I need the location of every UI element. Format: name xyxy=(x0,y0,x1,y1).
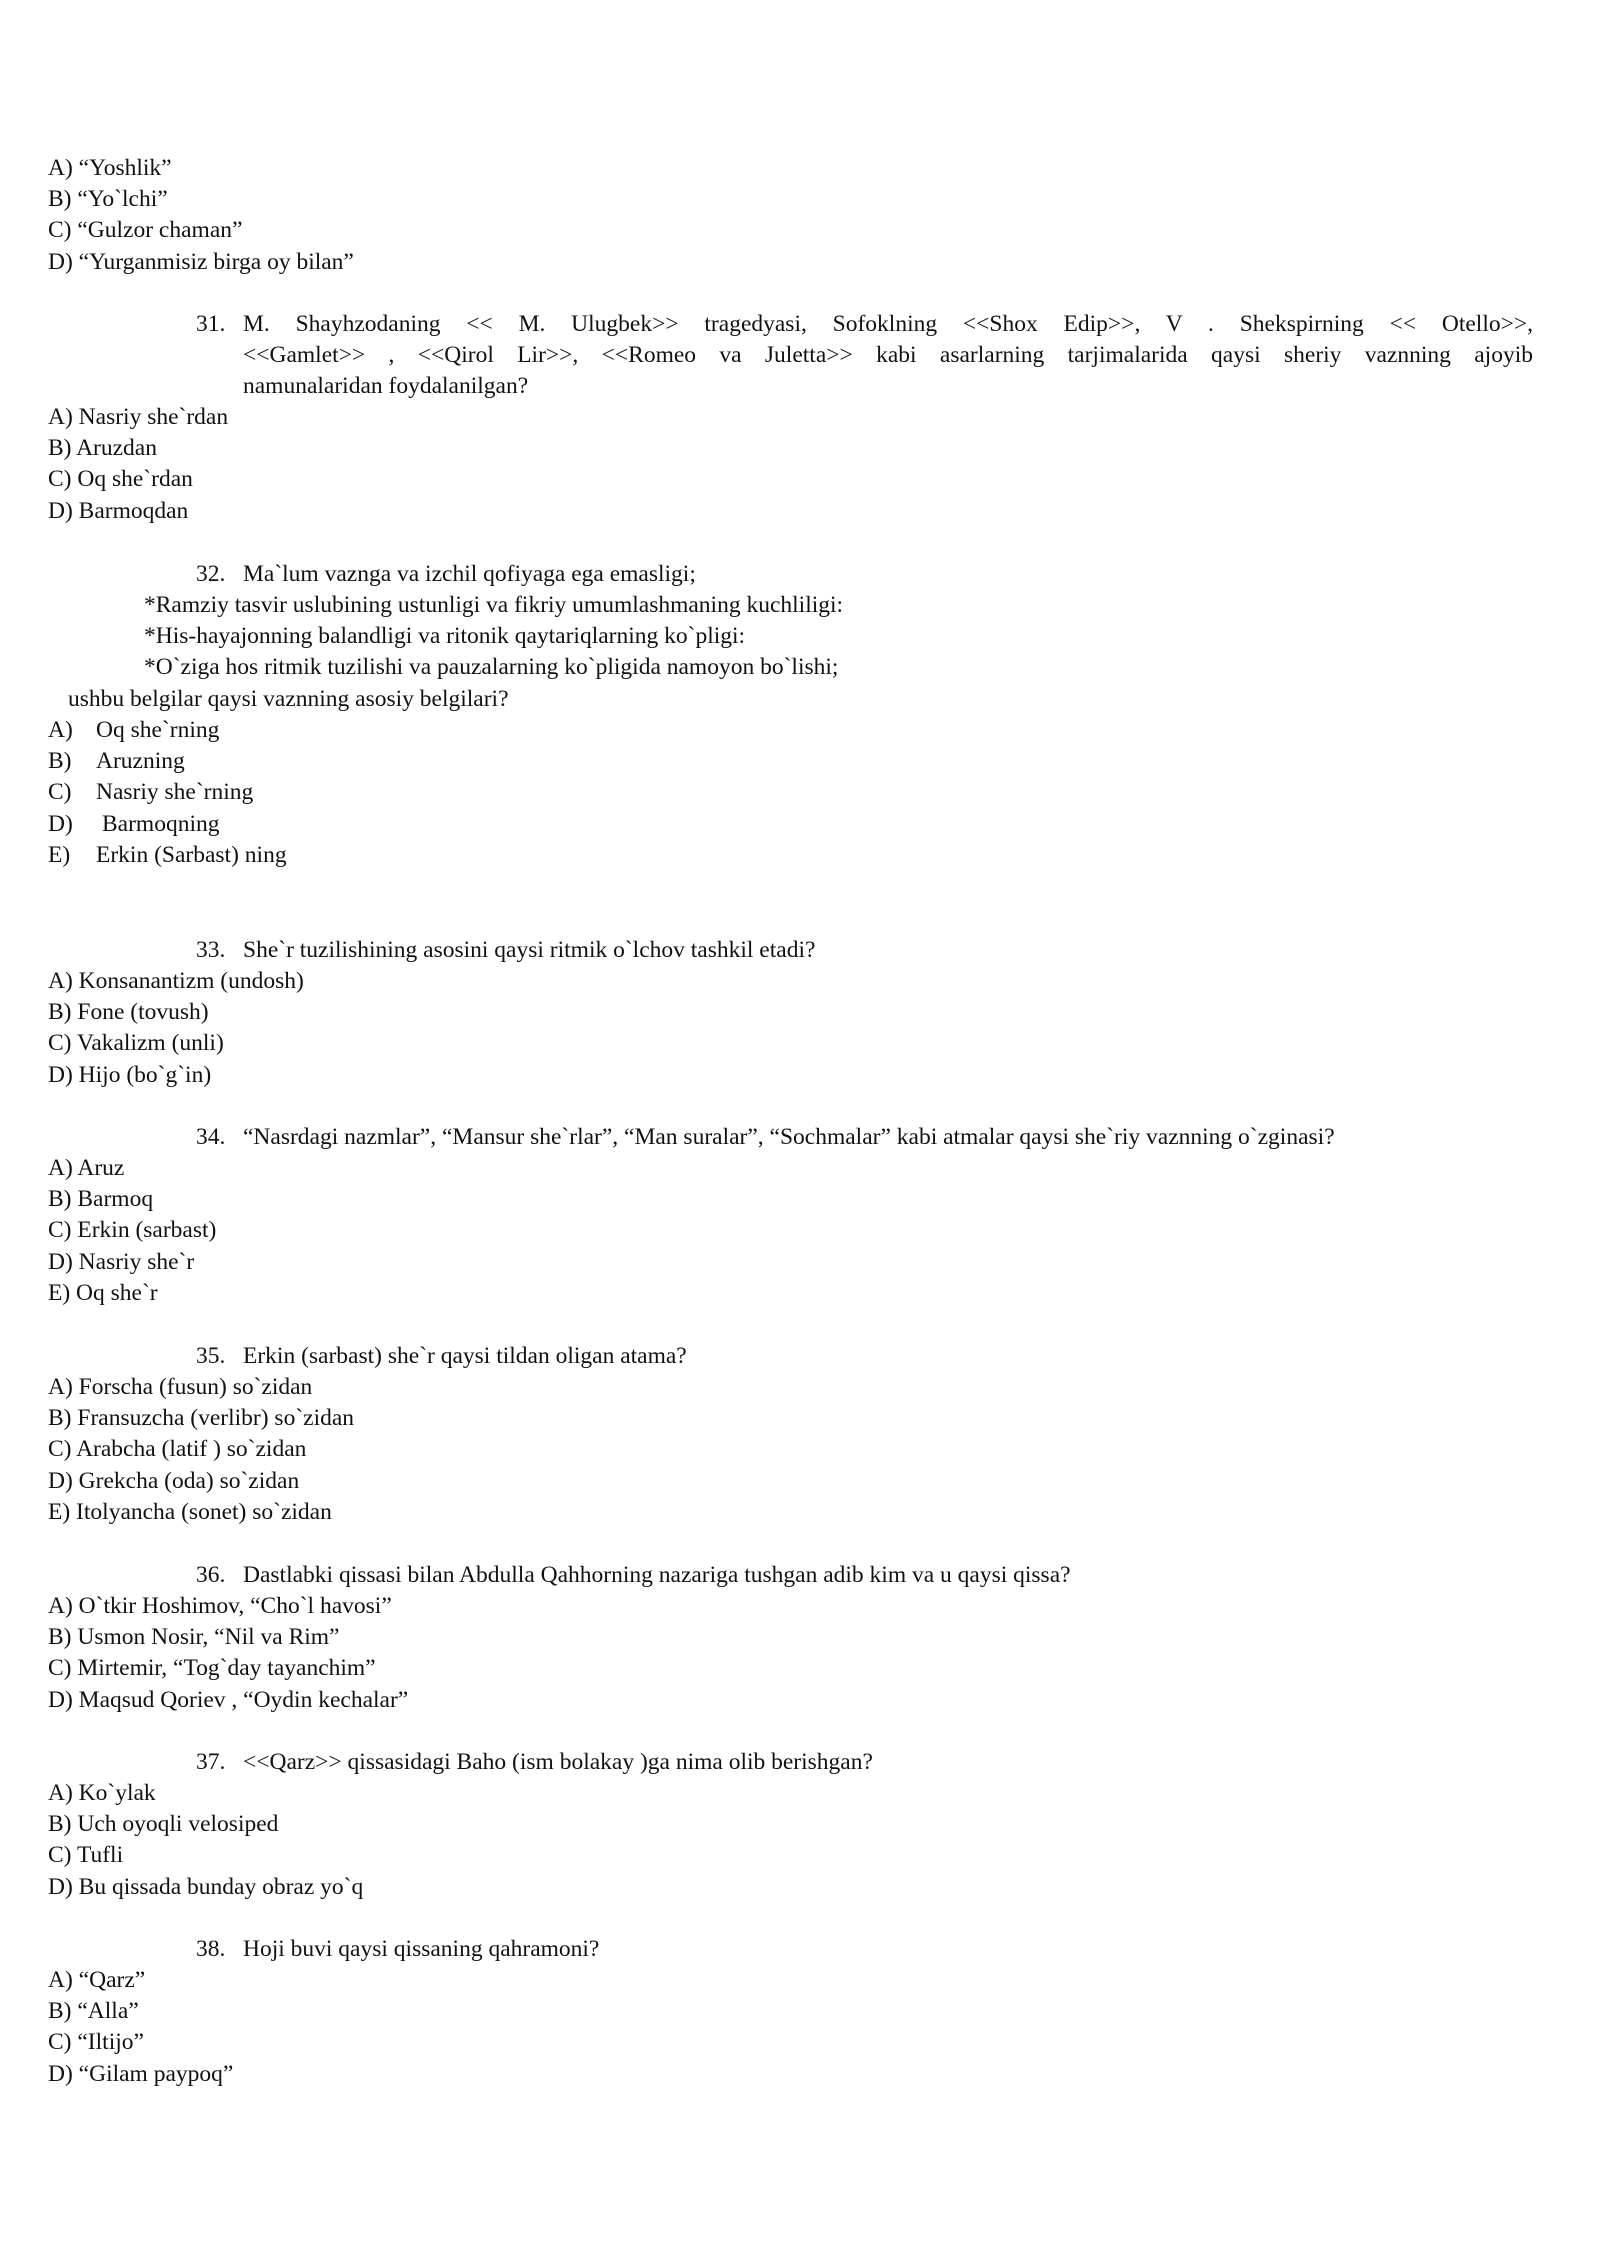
option-c: C) Mirtemir, “Tog`day tayanchim” xyxy=(48,1655,376,1682)
option-a: A) Forscha (fusun) so`zidan xyxy=(48,1374,313,1400)
option-d: D) Hijo (bo`g`in) xyxy=(48,1061,212,1088)
question-line: namunalaridan foydalanilgan? xyxy=(243,373,529,400)
question-number: 31. xyxy=(196,311,226,337)
option-a: A) “Yoshlik” xyxy=(48,155,172,181)
option-c: C) Arabcha (latif ) so`zidan xyxy=(48,1436,307,1463)
option-b: B) Barmoq xyxy=(48,1186,154,1213)
option-a: A) Oq she`rning xyxy=(48,717,220,743)
option-a: A) Ko`ylak xyxy=(48,1780,156,1806)
option-d: D) Grekcha (oda) so`zidan xyxy=(48,1467,300,1494)
option-b: B) Uch oyoqli velosiped xyxy=(48,1811,279,1838)
bullet-line: *His-hayajonning balandligi va ritonik qaytariqlarning ko`pligi: xyxy=(144,623,746,650)
option-a: A) Konsanantizm (undosh) xyxy=(48,968,304,994)
option-c: C) Nasriy she`rning xyxy=(48,779,254,806)
option-c: C) “Gulzor chaman” xyxy=(48,217,243,244)
question-number: 34. xyxy=(196,1124,226,1150)
option-d: D) Barmoqning xyxy=(48,810,220,837)
option-c: C) Erkin (sarbast) xyxy=(48,1217,217,1244)
option-b: B) Usmon Nosir, “Nil va Rim” xyxy=(48,1624,340,1651)
option-d: D) Barmoqdan xyxy=(48,497,189,524)
question-number: 33. xyxy=(196,937,226,963)
question-32-options xyxy=(48,715,1348,871)
question-number: 38. xyxy=(196,1936,226,1962)
question-text: Hoji buvi qaysi qissaning qahramoni? xyxy=(243,1936,600,1962)
option-a: A) O`tkir Hoshimov, “Cho`l havosi” xyxy=(48,1593,392,1619)
option-d: D) Maqsud Qoriev , “Oydin kechalar” xyxy=(48,1686,409,1713)
option-d: D) “Yurganmisiz birga oy bilan” xyxy=(48,248,354,275)
bullet-line: *O`ziga hos ritmik tuzilishi va pauzalarning ko`pligida namoyon bo`lishi; xyxy=(144,654,839,681)
option-e: E) Itolyancha (sonet) so`zidan xyxy=(48,1498,332,1525)
option-e: E) Erkin (Sarbast) ning xyxy=(48,841,287,868)
option-d: D) Nasriy she`r xyxy=(48,1248,195,1275)
question-line: <<Gamlet>> , <<Qirol Lir>>, <<Romeo va Juletta>> kabi asarlarning tarjimalarida qaysi sheriy vaznning ajoyib xyxy=(243,342,1533,369)
option-a: A) “Qarz” xyxy=(48,1967,146,1993)
question-36-options xyxy=(48,1591,1348,1716)
question-text: Dastlabki qissasi bilan Abdulla Qahhorning nazariga tushgan adib kim va u qaysi qissa? xyxy=(243,1562,1071,1588)
question-number: 36. xyxy=(196,1562,226,1588)
option-c: C) “Iltijo” xyxy=(48,2029,144,2056)
question-text: <<Qarz>> qissasidagi Baho (ism bolakay )ga nima olib berishgan? xyxy=(243,1749,873,1775)
question-37-options xyxy=(48,1778,1348,1903)
question-number: 35. xyxy=(196,1343,226,1369)
question-text: Ma`lum vaznga va izchil qofiyaga ega emasligi; xyxy=(243,561,696,587)
option-c: C) Vakalizm (unli) xyxy=(48,1030,224,1057)
option-a: A) Aruz xyxy=(48,1155,125,1181)
question-33-options xyxy=(48,966,1348,1091)
option-c: C) Tufli xyxy=(48,1842,124,1869)
question-number: 32. xyxy=(196,561,226,587)
question-line: M. Shayhzodaning << M. Ulugbek>> tragedyasi, Sofoklning <<Shox Edip>>, V . Shekspirning << Otello>>, xyxy=(243,311,1533,337)
question-32-bullets xyxy=(144,590,1344,684)
option-d: D) Bu qissada bunday obraz yo`q xyxy=(48,1873,364,1900)
option-b: B) Fransuzcha (verlibr) so`zidan xyxy=(48,1405,355,1432)
question-35-options xyxy=(48,1372,1348,1528)
question-text: She`r tuzilishining asosini qaysi ritmik o`lchov tashkil etadi? xyxy=(243,937,816,963)
bullet-line: *Ramziy tasvir uslubining ustunligi va fikriy umumlashmaning kuchliligi: xyxy=(144,592,844,618)
option-b: B) “Yo`lchi” xyxy=(48,186,168,213)
option-e: E) Oq she`r xyxy=(48,1279,158,1306)
prev-question-options xyxy=(48,153,1348,278)
question-text xyxy=(243,309,1533,403)
question-38-options xyxy=(48,1965,1348,2090)
question-number: 37. xyxy=(196,1749,226,1775)
option-b: B) “Alla” xyxy=(48,1998,139,2025)
question-text: Erkin (sarbast) she`r qaysi tildan oligan atama? xyxy=(243,1343,687,1369)
question-34-options xyxy=(48,1153,1348,1309)
question-text: “Nasrdagi nazmlar”, “Mansur she`rlar”, “Man suralar”, “Sochmalar” kabi atmalar qaysi she`riy vaznning o`zginasi? xyxy=(243,1124,1335,1150)
option-b: B) Fone (tovush) xyxy=(48,999,209,1026)
question-32-tail: ushbu belgilar qaysi vaznning asosiy belgilari? xyxy=(68,686,509,712)
option-b: B) Aruzdan xyxy=(48,435,157,462)
option-b: B) Aruzning xyxy=(48,748,185,775)
option-d: D) “Gilam paypoq” xyxy=(48,2060,234,2087)
option-c: C) Oq she`rdan xyxy=(48,466,193,493)
question-31-options xyxy=(48,402,1348,527)
option-a: A) Nasriy she`rdan xyxy=(48,404,229,430)
